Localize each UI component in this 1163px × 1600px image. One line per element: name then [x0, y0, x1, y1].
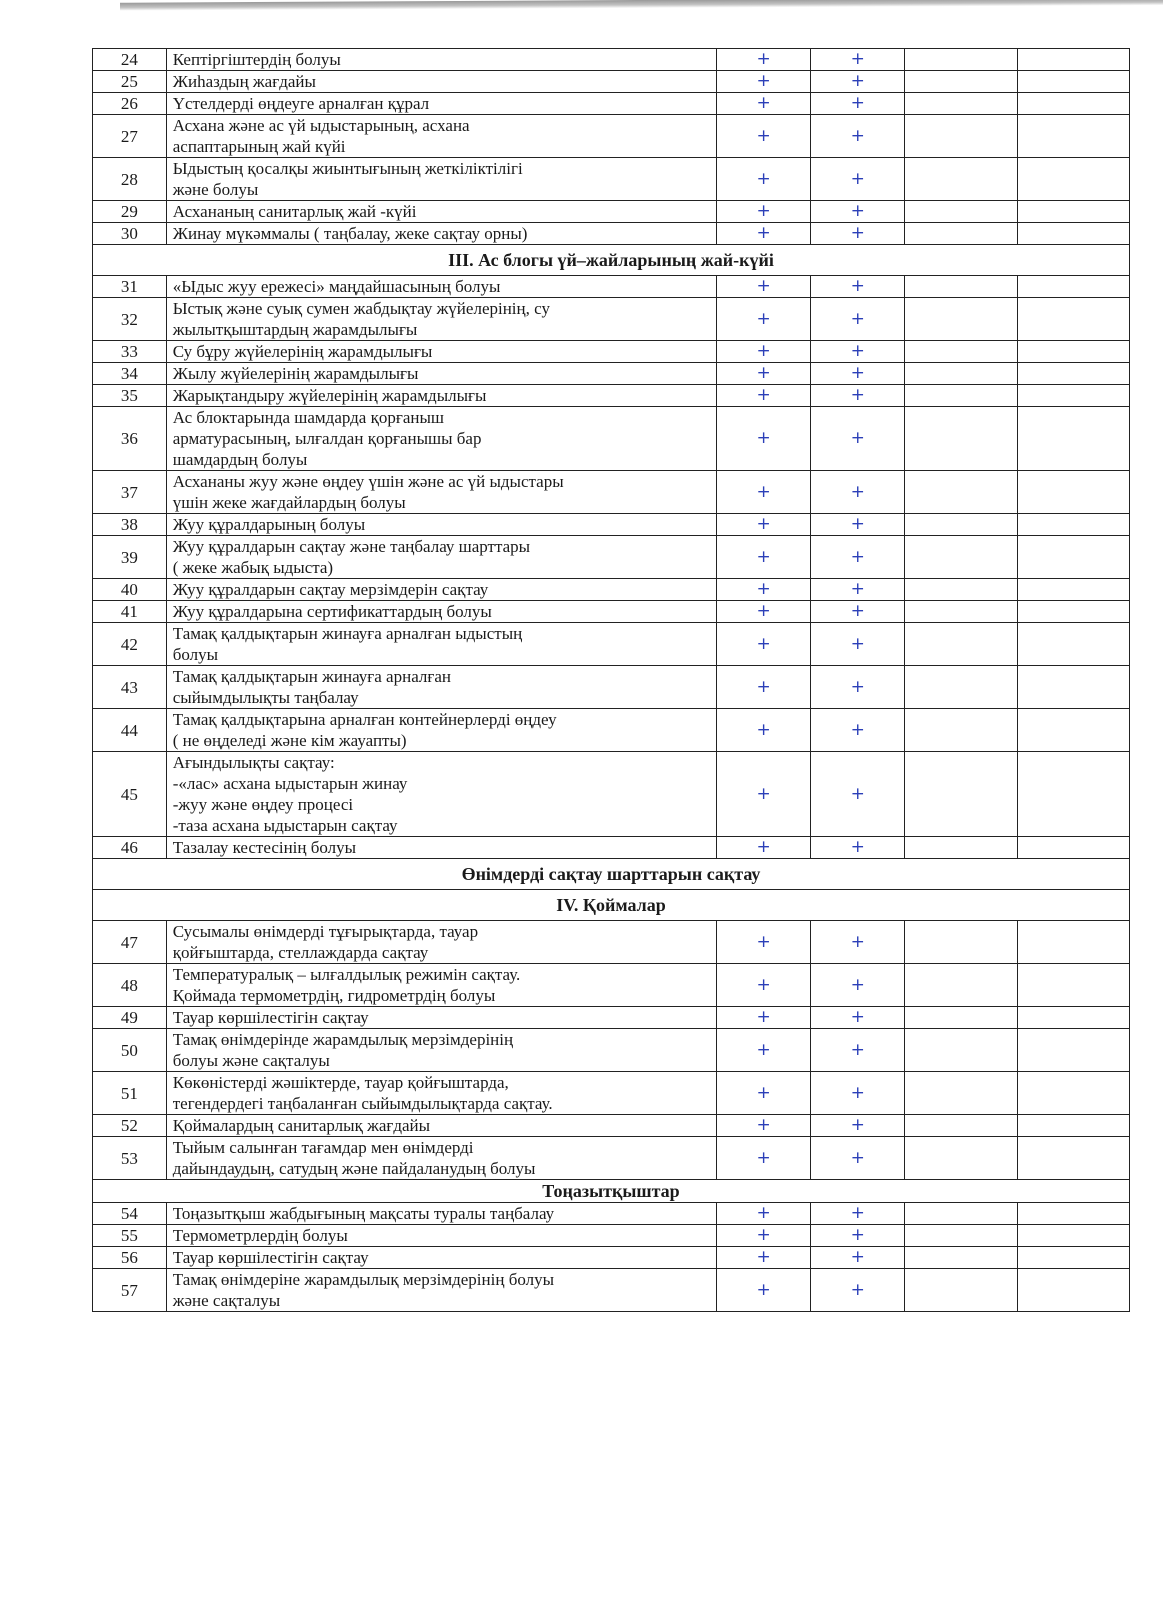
empty-cell-column-3: [905, 601, 1017, 623]
check-mark-column-1: +: [717, 536, 811, 579]
row-criterion-text: Ағындылықты сақтау: -«лас» асхана ыдыстарын жинау -жуу және өңдеу процесі -таза асхана ыдыстарын сақтау: [166, 752, 716, 837]
check-mark-column-1: +: [717, 1225, 811, 1247]
empty-cell-column-4: [1017, 514, 1129, 536]
check-mark-column-2: +: [811, 341, 905, 363]
row-criterion-text: Жуу құралдарының болуы: [166, 514, 716, 536]
table-row: [93, 514, 1130, 536]
row-number: 25: [93, 71, 167, 93]
section-header-row: [93, 245, 1130, 276]
table-row: [93, 201, 1130, 223]
section-title-storage-conditions: Өнімдерді сақтау шарттарын сақтау: [93, 859, 1130, 890]
row-number: 32: [93, 298, 167, 341]
table-row: [93, 49, 1130, 71]
check-mark-column-2: +: [811, 1137, 905, 1180]
row-criterion-text: Асхананы жуу және өңдеу үшін және ас үй ыдыстары үшін жеке жағдайлардың болуы: [166, 471, 716, 514]
check-mark-column-2: +: [811, 709, 905, 752]
empty-cell-column-4: [1017, 341, 1129, 363]
row-criterion-text: Жиһаздың жағдайы: [166, 71, 716, 93]
empty-cell-column-3: [905, 1225, 1017, 1247]
check-mark-column-2: +: [811, 601, 905, 623]
check-mark-column-1: +: [717, 201, 811, 223]
check-mark-column-2: +: [811, 1247, 905, 1269]
row-number: 46: [93, 837, 167, 859]
empty-cell-column-4: [1017, 471, 1129, 514]
row-criterion-text: Тамақ қалдықтарын жинауға арналған ыдыстың болуы: [166, 623, 716, 666]
empty-cell-column-3: [905, 471, 1017, 514]
row-number: 53: [93, 1137, 167, 1180]
table-row: [93, 363, 1130, 385]
check-mark-column-2: +: [811, 71, 905, 93]
table-row: [93, 752, 1130, 837]
check-mark-column-1: +: [717, 1115, 811, 1137]
row-number: 40: [93, 579, 167, 601]
row-criterion-text: Тазалау кестесінің болуы: [166, 837, 716, 859]
empty-cell-column-4: [1017, 223, 1129, 245]
check-mark-column-2: +: [811, 623, 905, 666]
row-criterion-text: Тамақ өнімдерінде жарамдылық мерзімдерінің болуы және сақталуы: [166, 1029, 716, 1072]
check-mark-column-2: +: [811, 1072, 905, 1115]
table-row: [93, 385, 1130, 407]
empty-cell-column-4: [1017, 158, 1129, 201]
row-number: 52: [93, 1115, 167, 1137]
row-number: 33: [93, 341, 167, 363]
row-criterion-text: Сусымалы өнімдерді тұғырықтарда, тауар қойғыштарда, стеллаждарда сақтау: [166, 921, 716, 964]
empty-cell-column-3: [905, 1072, 1017, 1115]
empty-cell-column-4: [1017, 601, 1129, 623]
check-mark-column-1: +: [717, 666, 811, 709]
empty-cell-column-4: [1017, 1225, 1129, 1247]
row-number: 28: [93, 158, 167, 201]
empty-cell-column-3: [905, 1247, 1017, 1269]
empty-cell-column-4: [1017, 71, 1129, 93]
table-body-section-3: [93, 276, 1130, 859]
table-row: [93, 536, 1130, 579]
table-row: [93, 341, 1130, 363]
table-row: [93, 1029, 1130, 1072]
check-mark-column-1: +: [717, 341, 811, 363]
check-mark-column-1: +: [717, 1269, 811, 1312]
check-mark-column-2: +: [811, 1029, 905, 1072]
row-number: 29: [93, 201, 167, 223]
empty-cell-column-3: [905, 709, 1017, 752]
table-row: [93, 601, 1130, 623]
check-mark-column-1: +: [717, 363, 811, 385]
row-number: 55: [93, 1225, 167, 1247]
check-mark-column-2: +: [811, 536, 905, 579]
row-criterion-text: Тамақ өнімдеріне жарамдылық мерзімдерінің болуы және сақталуы: [166, 1269, 716, 1312]
row-criterion-text: Жылу жүйелерінің жарамдылығы: [166, 363, 716, 385]
empty-cell-column-3: [905, 1007, 1017, 1029]
row-criterion-text: Тамақ қалдықтарын жинауға арналған сыйымдылықты таңбалау: [166, 666, 716, 709]
check-mark-column-1: +: [717, 385, 811, 407]
empty-cell-column-3: [905, 1029, 1017, 1072]
row-criterion-text: Ыстық және суық сумен жабдықтау жүйелерінің, су жылытқыштардың жарамдылығы: [166, 298, 716, 341]
row-criterion-text: Тауар көршілестігін сақтау: [166, 1007, 716, 1029]
row-number: 57: [93, 1269, 167, 1312]
check-mark-column-1: +: [717, 1072, 811, 1115]
empty-cell-column-3: [905, 276, 1017, 298]
empty-cell-column-3: [905, 49, 1017, 71]
row-criterion-text: «Ыдыс жуу ережесі» маңдайшасының болуы: [166, 276, 716, 298]
empty-cell-column-4: [1017, 579, 1129, 601]
table-row: [93, 1203, 1130, 1225]
empty-cell-column-4: [1017, 1137, 1129, 1180]
row-criterion-text: Кептіргіштердің болуы: [166, 49, 716, 71]
table-row: [93, 1137, 1130, 1180]
check-mark-column-1: +: [717, 579, 811, 601]
scan-edge-shadow: [120, 0, 1163, 11]
check-mark-column-1: +: [717, 223, 811, 245]
check-mark-column-1: +: [717, 276, 811, 298]
empty-cell-column-4: [1017, 1203, 1129, 1225]
empty-cell-column-3: [905, 201, 1017, 223]
row-criterion-text: Асхананың санитарлық жай -күйі: [166, 201, 716, 223]
empty-cell-column-4: [1017, 276, 1129, 298]
row-number: 35: [93, 385, 167, 407]
row-number: 39: [93, 536, 167, 579]
empty-cell-column-3: [905, 385, 1017, 407]
check-mark-column-2: +: [811, 298, 905, 341]
checklist-sheet: [92, 48, 1130, 1312]
check-mark-column-1: +: [717, 921, 811, 964]
empty-cell-column-3: [905, 1203, 1017, 1225]
check-mark-column-2: +: [811, 223, 905, 245]
check-mark-column-2: +: [811, 1203, 905, 1225]
check-mark-column-1: +: [717, 752, 811, 837]
check-mark-column-2: +: [811, 1115, 905, 1137]
check-mark-column-2: +: [811, 666, 905, 709]
row-number: 41: [93, 601, 167, 623]
row-number: 45: [93, 752, 167, 837]
row-number: 43: [93, 666, 167, 709]
empty-cell-column-4: [1017, 837, 1129, 859]
check-mark-column-1: +: [717, 964, 811, 1007]
table-row: [93, 223, 1130, 245]
empty-cell-column-3: [905, 223, 1017, 245]
row-number: 56: [93, 1247, 167, 1269]
check-mark-column-2: +: [811, 921, 905, 964]
empty-cell-column-3: [905, 1269, 1017, 1312]
row-criterion-text: Жуу құралдарын сақтау және таңбалау шарттары ( жеке жабық ыдыста): [166, 536, 716, 579]
table-row: [93, 1115, 1130, 1137]
check-mark-column-2: +: [811, 964, 905, 1007]
row-number: 26: [93, 93, 167, 115]
check-mark-column-1: +: [717, 158, 811, 201]
row-number: 49: [93, 1007, 167, 1029]
table-row: [93, 623, 1130, 666]
table-row: [93, 964, 1130, 1007]
row-number: 27: [93, 115, 167, 158]
check-mark-column-1: +: [717, 623, 811, 666]
empty-cell-column-4: [1017, 201, 1129, 223]
empty-cell-column-3: [905, 363, 1017, 385]
check-mark-column-2: +: [811, 837, 905, 859]
check-mark-column-2: +: [811, 158, 905, 201]
check-mark-column-1: +: [717, 837, 811, 859]
empty-cell-column-3: [905, 536, 1017, 579]
empty-cell-column-4: [1017, 709, 1129, 752]
section-header-row: [93, 1180, 1130, 1203]
empty-cell-column-4: [1017, 1269, 1129, 1312]
empty-cell-column-4: [1017, 536, 1129, 579]
empty-cell-column-4: [1017, 1029, 1129, 1072]
empty-cell-column-4: [1017, 623, 1129, 666]
empty-cell-column-3: [905, 752, 1017, 837]
section-title-ac-block: III. Ас блогы үй–жайларының жай-күйі: [93, 245, 1130, 276]
table-row: [93, 579, 1130, 601]
row-number: 24: [93, 49, 167, 71]
check-mark-column-2: +: [811, 407, 905, 471]
table-row: [93, 298, 1130, 341]
empty-cell-column-3: [905, 514, 1017, 536]
table-body-section-2: [93, 49, 1130, 245]
row-criterion-text: Жарықтандыру жүйелерінің жарамдылығы: [166, 385, 716, 407]
check-mark-column-2: +: [811, 1225, 905, 1247]
check-mark-column-1: +: [717, 514, 811, 536]
check-mark-column-2: +: [811, 115, 905, 158]
check-mark-column-1: +: [717, 1029, 811, 1072]
section-title-refrigerators: Тоңазытқыштар: [93, 1180, 1130, 1203]
check-mark-column-2: +: [811, 1269, 905, 1312]
row-criterion-text: Үстелдерді өңдеуге арналған құрал: [166, 93, 716, 115]
row-criterion-text: Ас блоктарында шамдарда қорғаныш арматурасының, ылғалдан қорғанышы бар шамдардың болуы: [166, 407, 716, 471]
row-criterion-text: Тамақ қалдықтарына арналған контейнерлерді өңдеу ( не өңделеді және кім жауапты): [166, 709, 716, 752]
check-mark-column-1: +: [717, 1203, 811, 1225]
section-header-row: [93, 859, 1130, 890]
check-mark-column-2: +: [811, 93, 905, 115]
row-number: 54: [93, 1203, 167, 1225]
check-mark-column-2: +: [811, 363, 905, 385]
check-mark-column-2: +: [811, 1007, 905, 1029]
empty-cell-column-4: [1017, 298, 1129, 341]
empty-cell-column-4: [1017, 921, 1129, 964]
empty-cell-column-4: [1017, 666, 1129, 709]
check-mark-column-1: +: [717, 1007, 811, 1029]
table-row: [93, 837, 1130, 859]
check-mark-column-1: +: [717, 407, 811, 471]
table-body-section-4: [93, 921, 1130, 1180]
row-number: 51: [93, 1072, 167, 1115]
table-row: [93, 115, 1130, 158]
table-row: [93, 158, 1130, 201]
check-mark-column-1: +: [717, 115, 811, 158]
row-criterion-text: Асхана және ас үй ыдыстарының, асхана аспаптарының жай күйі: [166, 115, 716, 158]
check-mark-column-1: +: [717, 93, 811, 115]
check-mark-column-1: +: [717, 709, 811, 752]
section-header-row: [93, 890, 1130, 921]
empty-cell-column-4: [1017, 49, 1129, 71]
check-mark-column-2: +: [811, 201, 905, 223]
check-mark-column-2: +: [811, 49, 905, 71]
empty-cell-column-3: [905, 298, 1017, 341]
checklist-table: [92, 48, 1130, 1312]
empty-cell-column-4: [1017, 1072, 1129, 1115]
empty-cell-column-3: [905, 964, 1017, 1007]
empty-cell-column-4: [1017, 1247, 1129, 1269]
empty-cell-column-4: [1017, 752, 1129, 837]
row-number: 47: [93, 921, 167, 964]
empty-cell-column-4: [1017, 1007, 1129, 1029]
check-mark-column-2: +: [811, 385, 905, 407]
row-criterion-text: Температуралық – ылғалдылық режимін сақтау. Қоймада термометрдің, гидрометрдің болуы: [166, 964, 716, 1007]
check-mark-column-1: +: [717, 1247, 811, 1269]
table-row: [93, 1007, 1130, 1029]
table-body-section-5: [93, 1203, 1130, 1312]
table-row: [93, 709, 1130, 752]
check-mark-column-1: +: [717, 471, 811, 514]
row-criterion-text: Тауар көршілестігін сақтау: [166, 1247, 716, 1269]
empty-cell-column-3: [905, 666, 1017, 709]
check-mark-column-1: +: [717, 1137, 811, 1180]
row-number: 31: [93, 276, 167, 298]
row-number: 44: [93, 709, 167, 752]
empty-cell-column-3: [905, 837, 1017, 859]
table-row: [93, 666, 1130, 709]
row-criterion-text: Қоймалардың санитарлық жағдайы: [166, 1115, 716, 1137]
empty-cell-column-3: [905, 341, 1017, 363]
check-mark-column-2: +: [811, 579, 905, 601]
check-mark-column-1: +: [717, 601, 811, 623]
empty-cell-column-3: [905, 158, 1017, 201]
row-criterion-text: Ыдыстың қосалқы жиынтығының жеткіліктілігі және болуы: [166, 158, 716, 201]
empty-cell-column-3: [905, 921, 1017, 964]
table-row: [93, 276, 1130, 298]
row-criterion-text: Су бұру жүйелерінің жарамдылығы: [166, 341, 716, 363]
section-title-warehouses: IV. Қоймалар: [93, 890, 1130, 921]
row-number: 50: [93, 1029, 167, 1072]
empty-cell-column-3: [905, 407, 1017, 471]
empty-cell-column-4: [1017, 363, 1129, 385]
table-row: [93, 71, 1130, 93]
row-criterion-text: Тыйым салынған тағамдар мен өнімдерді дайындаудың, сатудың және пайдаланудың болуы: [166, 1137, 716, 1180]
check-mark-column-1: +: [717, 49, 811, 71]
row-criterion-text: Көкөністерді жәшіктерде, тауар қойғыштарда, тегендердегі таңбаланған сыйымдылықтарда сақтау.: [166, 1072, 716, 1115]
row-number: 42: [93, 623, 167, 666]
check-mark-column-1: +: [717, 298, 811, 341]
empty-cell-column-3: [905, 93, 1017, 115]
check-mark-column-1: +: [717, 71, 811, 93]
empty-cell-column-4: [1017, 407, 1129, 471]
row-number: 36: [93, 407, 167, 471]
table-row: [93, 471, 1130, 514]
table-row: [93, 1247, 1130, 1269]
empty-cell-column-3: [905, 1137, 1017, 1180]
table-row: [93, 1269, 1130, 1312]
table-row: [93, 407, 1130, 471]
row-number: 34: [93, 363, 167, 385]
row-number: 37: [93, 471, 167, 514]
row-number: 30: [93, 223, 167, 245]
empty-cell-column-4: [1017, 385, 1129, 407]
row-number: 38: [93, 514, 167, 536]
row-number: 48: [93, 964, 167, 1007]
empty-cell-column-3: [905, 1115, 1017, 1137]
empty-cell-column-3: [905, 115, 1017, 158]
empty-cell-column-4: [1017, 1115, 1129, 1137]
row-criterion-text: Жуу құралдарын сақтау мерзімдерін сақтау: [166, 579, 716, 601]
table-row: [93, 1072, 1130, 1115]
table-row: [93, 921, 1130, 964]
empty-cell-column-3: [905, 579, 1017, 601]
table-row: [93, 1225, 1130, 1247]
empty-cell-column-3: [905, 71, 1017, 93]
row-criterion-text: Тоңазытқыш жабдығының мақсаты туралы таңбалау: [166, 1203, 716, 1225]
empty-cell-column-4: [1017, 93, 1129, 115]
table-row: [93, 93, 1130, 115]
check-mark-column-2: +: [811, 752, 905, 837]
row-criterion-text: Жинау мүкәммалы ( таңбалау, жеке сақтау орны): [166, 223, 716, 245]
empty-cell-column-3: [905, 623, 1017, 666]
row-criterion-text: Жуу құралдарына сертификаттардың болуы: [166, 601, 716, 623]
check-mark-column-2: +: [811, 514, 905, 536]
empty-cell-column-4: [1017, 964, 1129, 1007]
check-mark-column-2: +: [811, 471, 905, 514]
empty-cell-column-4: [1017, 115, 1129, 158]
row-criterion-text: Термометрлердің болуы: [166, 1225, 716, 1247]
check-mark-column-2: +: [811, 276, 905, 298]
